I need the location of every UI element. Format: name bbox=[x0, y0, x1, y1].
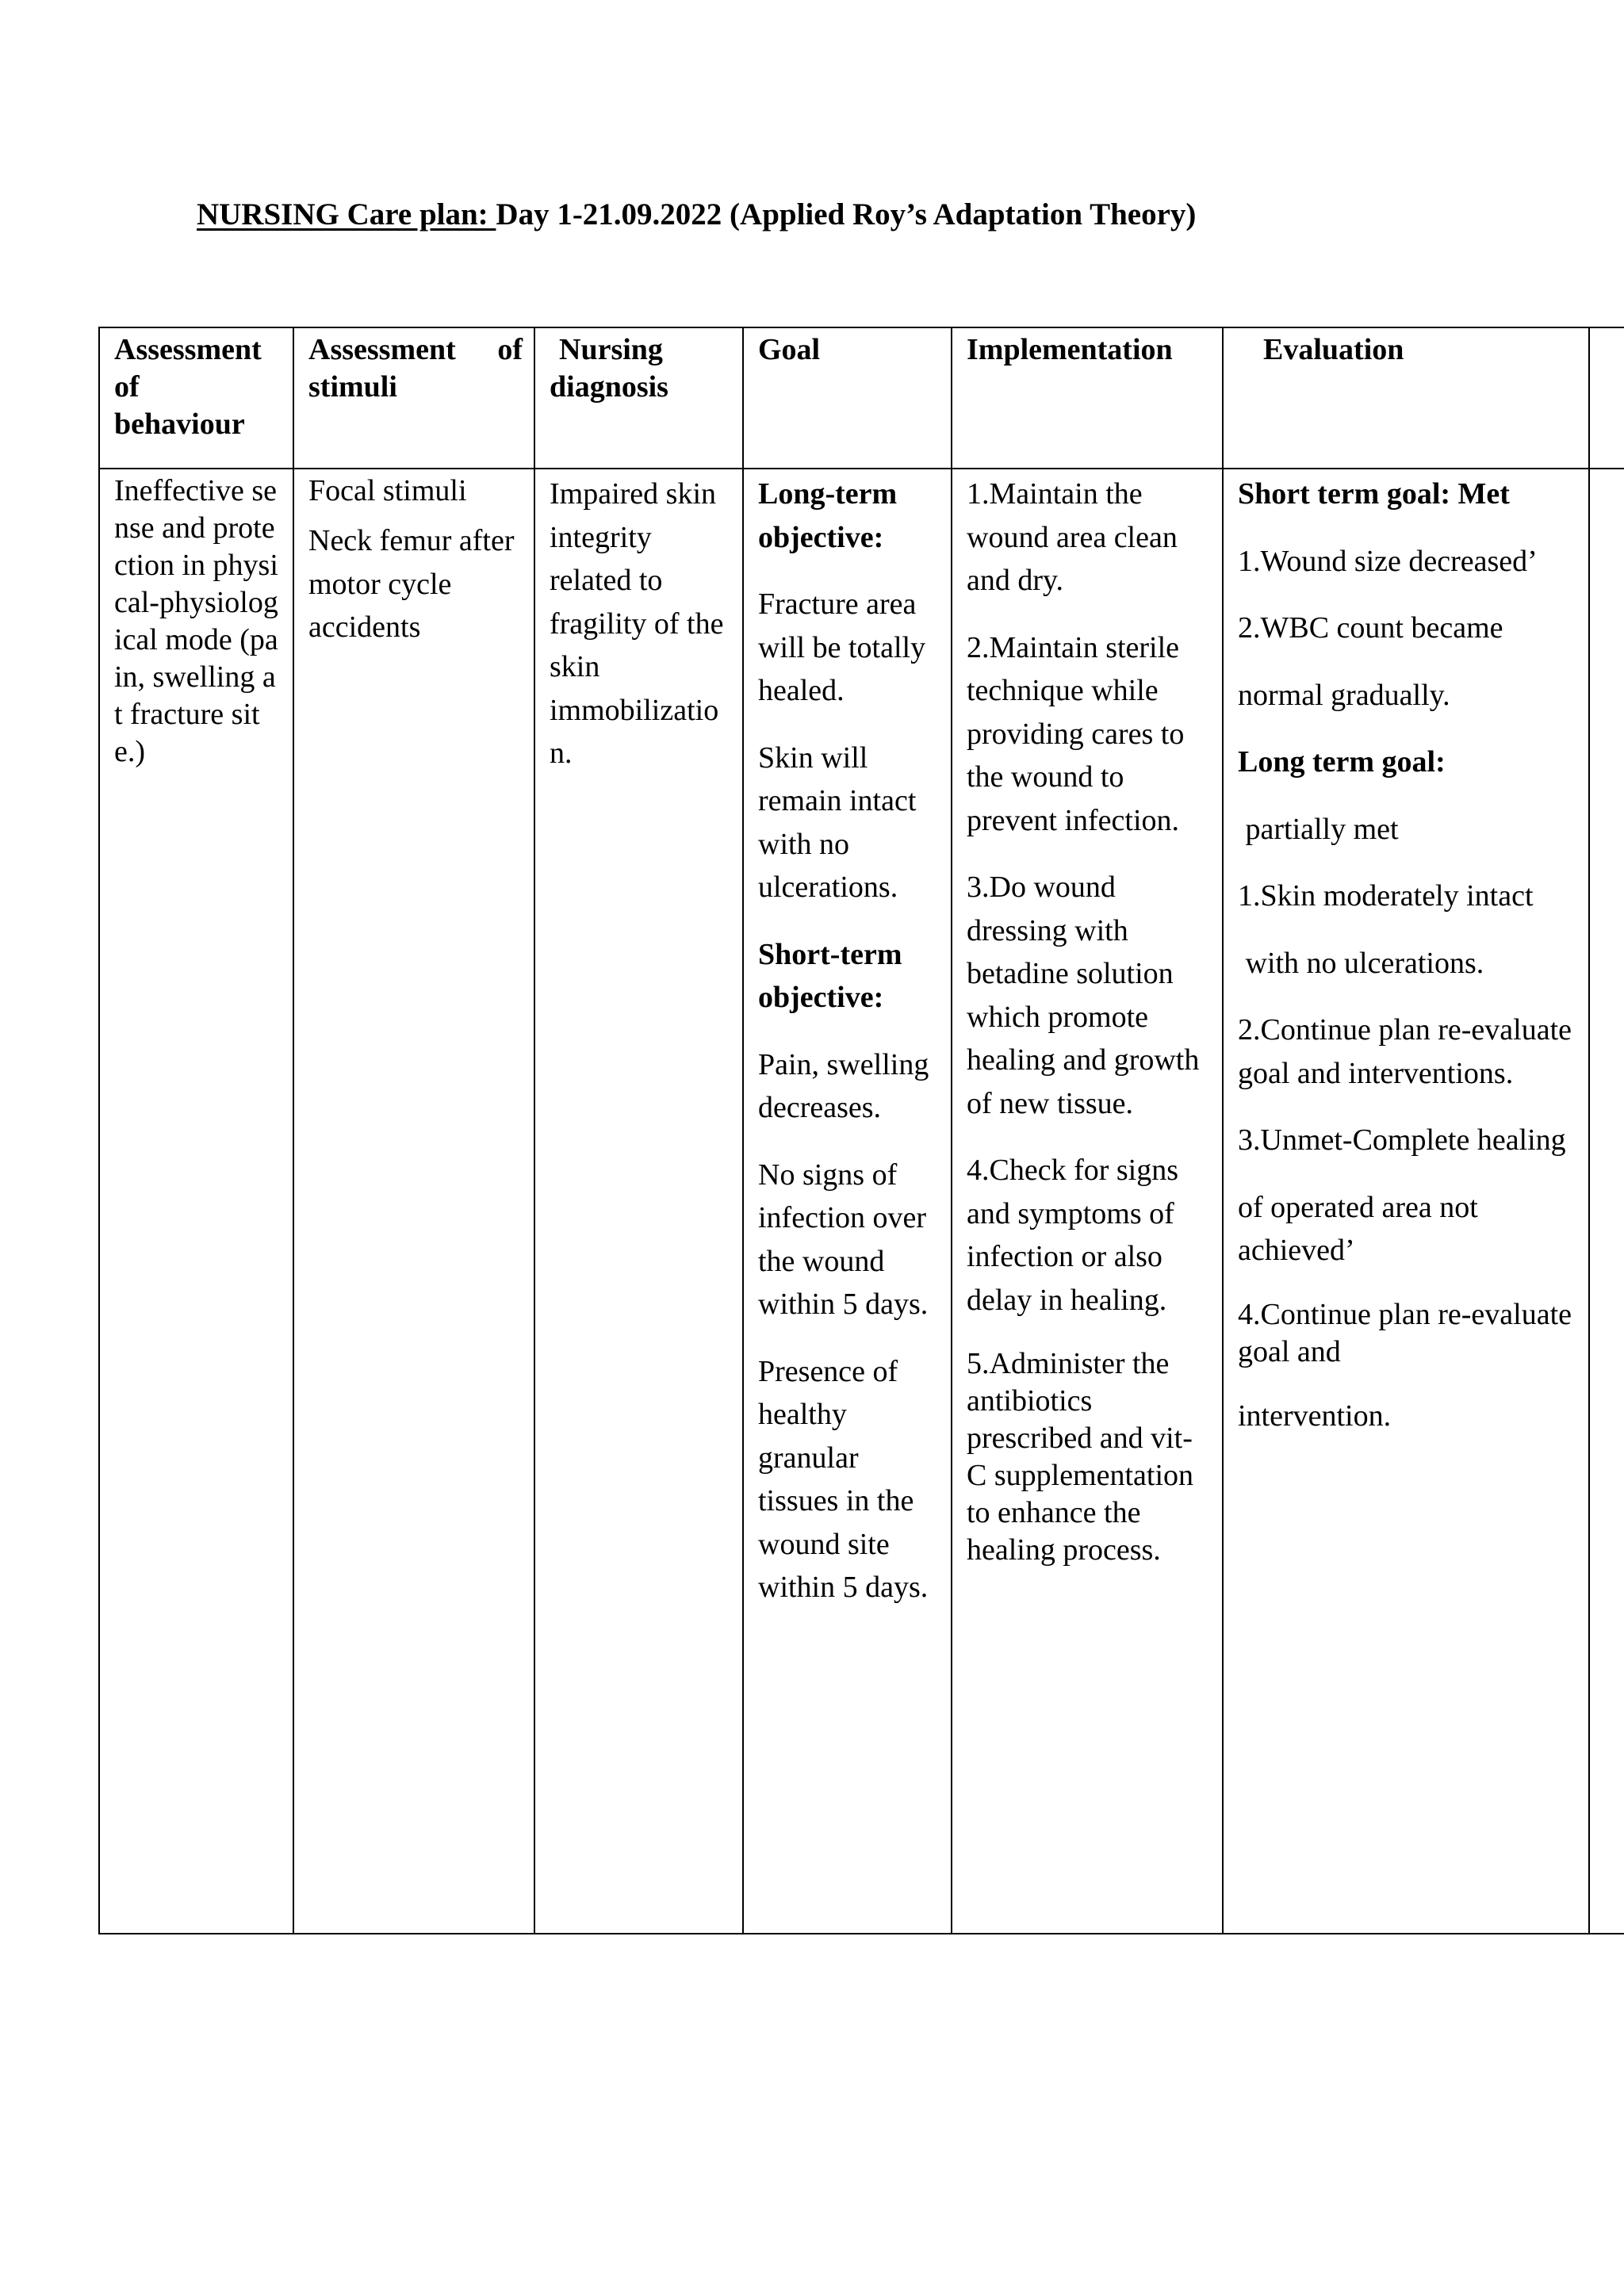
goal-long-term-item: Fracture area will be totally healed. bbox=[758, 587, 926, 707]
evaluation-long-term-heading: Long term goal: bbox=[1238, 745, 1446, 779]
evaluation-item: normal gradually. bbox=[1238, 678, 1450, 712]
goal-long-term-item: Skin will remain intact with no ulcerations. bbox=[758, 740, 917, 904]
focal-stimuli-detail: Neck femur after motor cycle accidents bbox=[308, 524, 515, 644]
header-implementation bbox=[952, 327, 1223, 469]
implementation-item: 5.Administer the antibiotics prescribed and vit-C supplementation to enhance the healing process. bbox=[967, 1347, 1194, 1567]
goal-long-term-heading: Long-term objective: bbox=[758, 477, 898, 554]
header-assessment-of-stimuli bbox=[293, 327, 534, 469]
evaluation-item: intervention. bbox=[1238, 1399, 1392, 1433]
title-rest: Day 1-21.09.2022 (Applied Roy’s Adaptation Theory) bbox=[496, 197, 1197, 232]
header-text: of bbox=[497, 333, 523, 366]
cell-goal bbox=[743, 469, 952, 1934]
page-title bbox=[197, 197, 1196, 232]
title-underlined: NURSING Care plan: bbox=[197, 197, 496, 232]
diagnosis-text: Impaired skin integrity related to fragility of the skin immobilization. bbox=[550, 477, 724, 770]
table-header-row bbox=[99, 327, 1624, 469]
evaluation-item: 4.Continue plan re-evaluate goal and bbox=[1238, 1297, 1572, 1368]
header-text: stimuli bbox=[308, 370, 397, 404]
goal-short-term-item: Pain, swelling decreases. bbox=[758, 1047, 929, 1124]
implementation-item: 3.Do wound dressing with betadine solution which promote healing and growth of new tissue. bbox=[967, 871, 1200, 1120]
header-text: behaviour bbox=[114, 408, 245, 441]
header-extra-column bbox=[1589, 327, 1624, 469]
evaluation-item: 1.Wound size decreased’ bbox=[1238, 544, 1538, 578]
cell-assessment-of-behaviour bbox=[99, 469, 293, 1934]
header-text: Implementation bbox=[967, 333, 1173, 366]
header-goal bbox=[743, 327, 952, 469]
evaluation-short-term-heading: Short term goal: Met bbox=[1238, 477, 1510, 511]
cell-extra-column bbox=[1589, 469, 1624, 1934]
behaviour-text: Ineffective sense and protection in physical-physiological mode (pain, swelling at fracture site.) bbox=[114, 474, 278, 768]
header-text: Assessment bbox=[114, 333, 262, 366]
header-text: Assessment bbox=[308, 333, 456, 366]
focal-stimuli-label: Focal stimuli bbox=[308, 474, 467, 507]
header-text: Nursing bbox=[559, 333, 663, 366]
header-text: of bbox=[114, 370, 140, 404]
header-text: Evaluation bbox=[1263, 333, 1404, 366]
evaluation-item: 2.Continue plan re-evaluate goal and interventions. bbox=[1238, 1013, 1572, 1090]
implementation-item: 1.Maintain the wound area clean and dry. bbox=[967, 477, 1178, 597]
evaluation-item: partially met bbox=[1238, 812, 1399, 846]
goal-short-term-heading: Short-term objective: bbox=[758, 937, 902, 1014]
header-text: Goal bbox=[758, 333, 821, 366]
goal-short-term-item: Presence of healthy granular tissues in the wound site within 5 days. bbox=[758, 1354, 929, 1604]
table-row bbox=[99, 469, 1624, 1934]
care-plan-table bbox=[98, 327, 1624, 1934]
evaluation-item: 2.WBC count became bbox=[1238, 611, 1503, 645]
implementation-item: 2.Maintain sterile technique while providing cares to the wound to prevent infection. bbox=[967, 630, 1185, 837]
cell-assessment-of-stimuli bbox=[293, 469, 534, 1934]
header-nursing-diagnosis bbox=[534, 327, 743, 469]
evaluation-item: with no ulcerations. bbox=[1238, 946, 1484, 980]
cell-implementation bbox=[952, 469, 1223, 1934]
header-evaluation bbox=[1223, 327, 1589, 469]
cell-evaluation bbox=[1223, 469, 1589, 1934]
evaluation-item: 3.Unmet-Complete healing bbox=[1238, 1123, 1566, 1157]
evaluation-item: 1.Skin moderately intact bbox=[1238, 879, 1534, 913]
evaluation-item: of operated area not achieved’ bbox=[1238, 1190, 1478, 1267]
goal-short-term-item: No signs of infection over the wound within 5 days. bbox=[758, 1158, 929, 1321]
header-text: diagnosis bbox=[550, 370, 668, 404]
implementation-item: 4.Check for signs and symptoms of infection or also delay in healing. bbox=[967, 1154, 1179, 1317]
header-assessment-of-behaviour bbox=[99, 327, 293, 469]
cell-nursing-diagnosis bbox=[534, 469, 743, 1934]
